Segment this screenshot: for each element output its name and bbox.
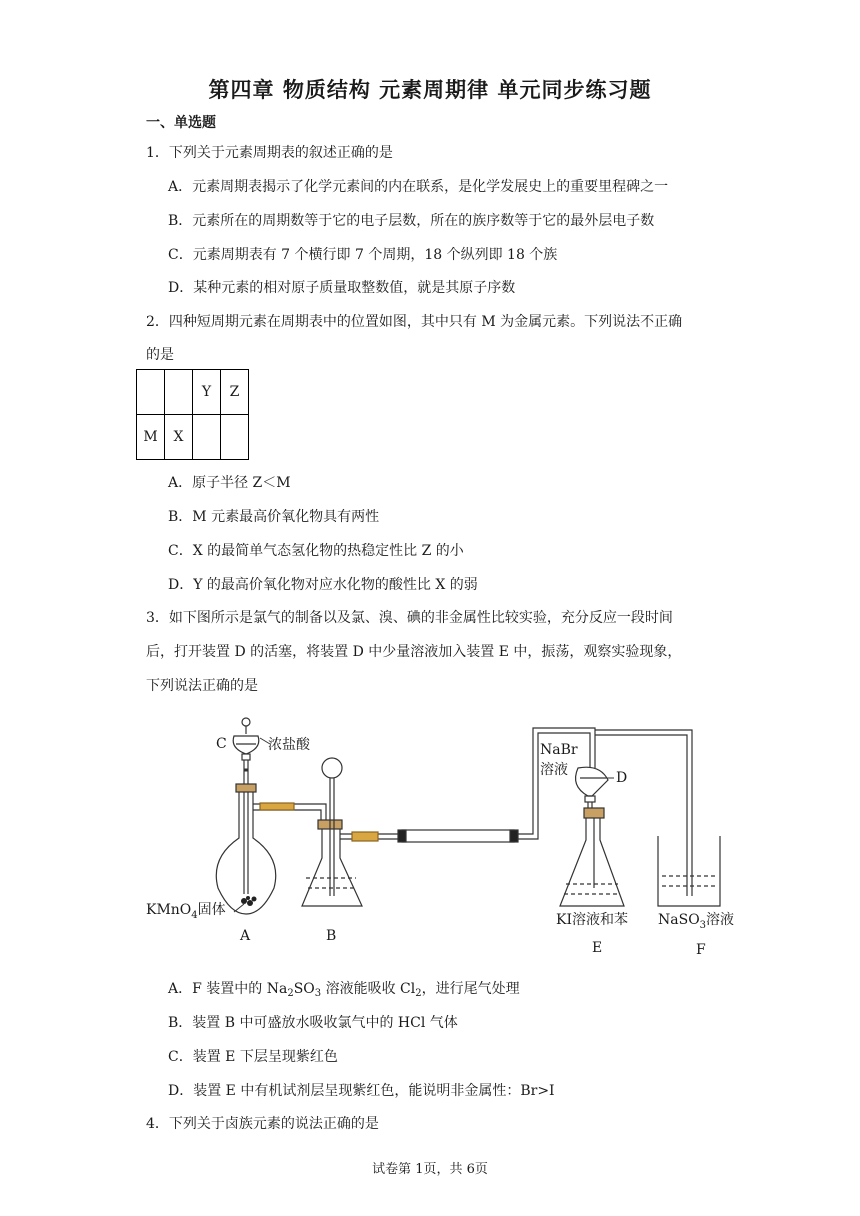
beaker-f (658, 836, 720, 906)
table-cell (193, 415, 221, 460)
page-title: 第四章 物质结构 元素周期律 单元同步练习题 (208, 77, 652, 102)
q1-option-d: D．某种元素的相对原子质量取整数值，就是其原子序数 (168, 280, 516, 296)
page-footer: 试卷第 1页，共 6页 (372, 1162, 488, 1177)
q2-option-b: B．M 元素最高价氧化物具有两性 (168, 509, 380, 525)
q3-stem-line2: 后，打开装置 D 的活塞，将装置 D 中少量溶液加入装置 E 中，振荡，观察实验现象， (146, 644, 682, 660)
q4-stem: 4．下列关于卤族元素的说法正确的是 (146, 1116, 379, 1132)
q3-option-b: B．装置 B 中可盛放水吸收氯气中的 HCl 气体 (168, 1015, 458, 1031)
periodic-table-fragment (136, 369, 249, 460)
funnel-c (233, 736, 259, 754)
q2-stem-line1: 2．四种短周期元素在周期表中的位置如图，其中只有 M 为金属元素。下列说法不正确 (146, 314, 683, 330)
label-b: B (326, 928, 337, 944)
q2-option-a: A．原子半径 Z＜M (168, 475, 291, 491)
q3-option-a: A．F 装置中的 $Na_2SO_3$ 溶液能吸收 $Cl_2$，进行尾气处理 (168, 981, 520, 999)
section-heading: 一、单选题 (146, 115, 216, 131)
apparatus-diagram (140, 708, 750, 963)
flask-e (560, 818, 624, 906)
label-nabr-line1: NaBr (540, 742, 578, 758)
q1-option-b: B．元素所在的周期数等于它的电子层数，所在的族序数等于它的最外层电子数 (168, 213, 655, 229)
table-cell (137, 370, 165, 415)
stopper-knob (242, 718, 250, 726)
q3-option-c: C．装置 E 下层呈现紫红色 (168, 1049, 338, 1065)
q1-option-c: C．元素周期表有 7 个横行即 7 个周期，18 个纵列即 18 个族 (168, 247, 558, 263)
table-cell: Y (193, 370, 221, 415)
label-nabr-line2: 溶液 (540, 762, 568, 778)
q2-option-c: C．X 的最简单气态氢化物的热稳定性比 Z 的小 (168, 543, 464, 559)
label-c: C (216, 736, 227, 752)
funnel-d (576, 767, 608, 796)
label-f: F (696, 942, 706, 958)
table-cell: X (165, 415, 193, 460)
label-d: D (616, 770, 628, 786)
table-cell (165, 370, 193, 415)
label-ki-benzene: KI溶液和苯 (556, 912, 628, 928)
label-a: A (240, 928, 251, 944)
q3-stem-line3: 下列说法正确的是 (146, 678, 258, 694)
stopper-e (584, 808, 604, 818)
table-cell: M (137, 415, 165, 460)
table-cell (221, 415, 249, 460)
q3-option-d: D．装置 E 中有机试剂层呈现紫红色，能说明非金属性：Br>I (168, 1083, 555, 1099)
q1-stem: 1．下列关于元素周期表的叙述正确的是 (146, 145, 393, 161)
stopper-a (236, 784, 256, 792)
q3-stem-line1: 3．如下图所示是氯气的制备以及氯、溴、碘的非金属性比较实验，充分反应一段时间 (146, 610, 673, 626)
long-tube (402, 830, 514, 842)
table-cell: Z (221, 370, 249, 415)
label-naso3: NaSO$_3$溶液 (658, 912, 735, 931)
q2-option-d: D．Y 的最高价氧化物对应水化物的酸性比 X 的弱 (168, 577, 478, 593)
label-e: E (592, 940, 603, 956)
label-kmno4: KMnO$_4$固体 (146, 902, 226, 921)
q1-option-a: A．元素周期表揭示了化学元素间的内在联系，是化学发展史上的重要里程碑之一 (168, 179, 669, 195)
q2-stem-line2: 的是 (146, 347, 174, 363)
label-concentrated-hcl: 浓盐酸 (268, 737, 310, 753)
